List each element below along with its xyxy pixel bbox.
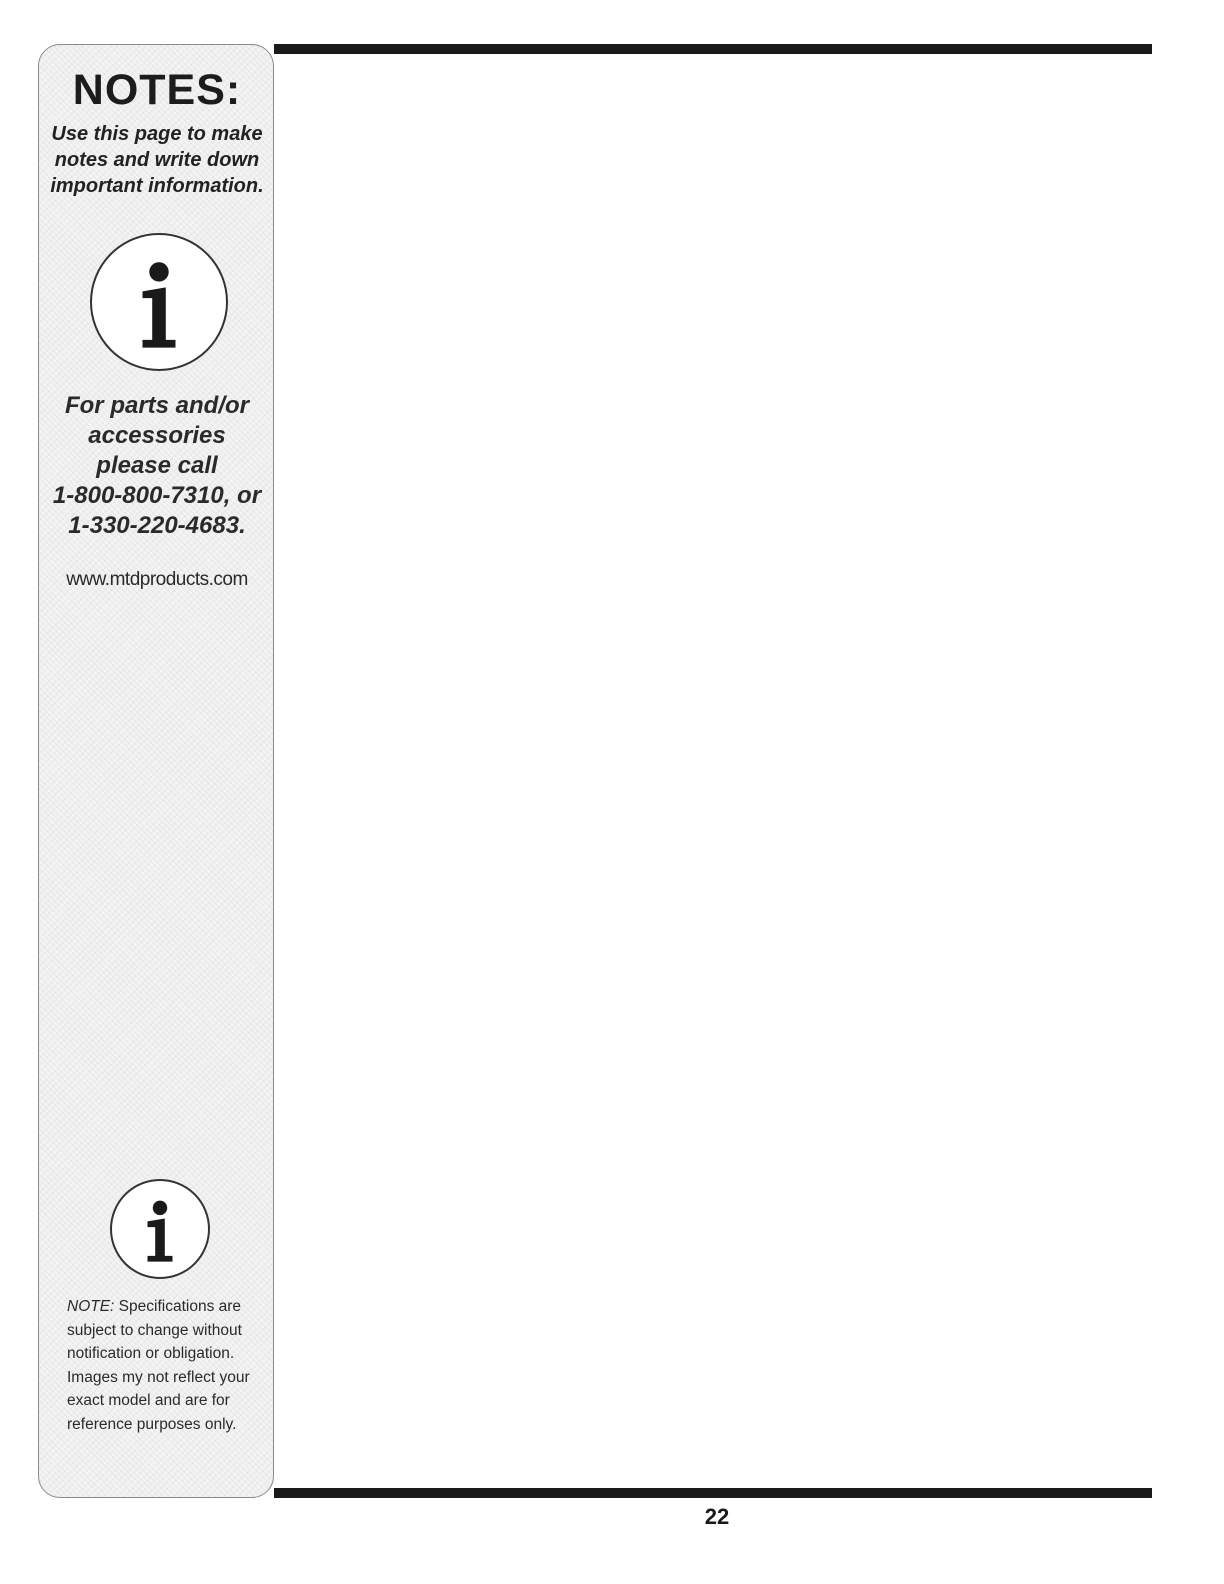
info-icon	[90, 233, 228, 371]
page-number: 22	[704, 1504, 730, 1529]
intro-line: important information.	[50, 175, 264, 197]
notes-sidebar	[38, 44, 274, 1498]
parts-line: For parts and/or	[64, 392, 250, 419]
bottom-rule	[274, 1488, 1152, 1498]
note-label: NOTE:	[67, 1298, 115, 1315]
notes-intro	[39, 121, 274, 199]
info-icon	[110, 1179, 210, 1279]
notes-title: NOTES:	[72, 66, 242, 114]
phone-number-1: 1-800-800-7310, or	[52, 482, 262, 509]
website-link[interactable]: www.mtdproducts.com	[66, 569, 248, 590]
phone-number-2: 1-330-220-4683.	[68, 512, 246, 539]
specifications-note	[67, 1295, 267, 1436]
info-icon-graphic	[92, 235, 226, 369]
top-rule	[274, 44, 1152, 54]
intro-line: Use this page to make	[51, 123, 263, 145]
parts-contact	[39, 391, 274, 541]
note-body: Specifications are subject to change without notification or obligation. Images my not reflect your exact model and are for reference purposes only.	[67, 1298, 250, 1433]
parts-line: accessories	[88, 422, 226, 449]
parts-line: please call	[96, 452, 218, 479]
info-icon-graphic	[112, 1181, 208, 1277]
intro-line: notes and write down	[54, 149, 260, 171]
